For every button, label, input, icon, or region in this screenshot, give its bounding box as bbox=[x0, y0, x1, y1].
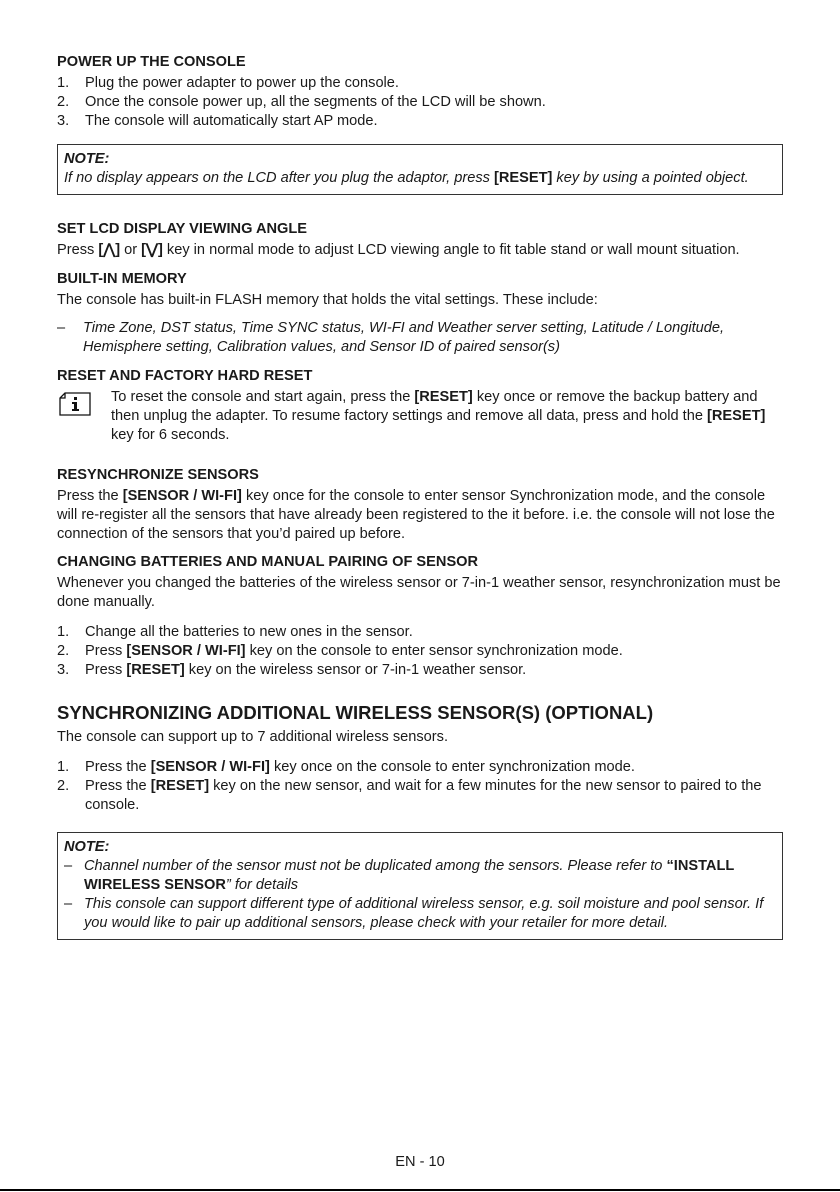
sync-additional-heading: SYNCHRONIZING ADDITIONAL WIRELESS SENSOR(S) (OPTIONAL) bbox=[57, 702, 654, 723]
memory-text: The console has built-in FLASH memory that holds the vital settings. These include: bbox=[57, 292, 598, 308]
power-up-heading: POWER UP THE CONSOLE bbox=[57, 54, 246, 70]
note-box-power bbox=[57, 144, 783, 195]
down-key: [⋁] bbox=[141, 242, 163, 258]
list-item: 3. The console will automatically start AP mode. bbox=[57, 113, 378, 129]
note-box-sensors bbox=[57, 832, 783, 940]
reset-text: To reset the console and start again, press the [RESET] key once or remove the backup battery and then unplug the adapter. To resume factory settings and remove all data, press and hold the [RESET] key for 6 seconds. bbox=[111, 389, 766, 443]
resync-heading: RESYNCHRONIZE SENSORS bbox=[57, 467, 259, 483]
note-title: NOTE: bbox=[64, 151, 110, 167]
reset-heading: RESET AND FACTORY HARD RESET bbox=[57, 368, 313, 384]
page-number: EN - 10 bbox=[395, 1154, 445, 1170]
list-item: 2. Once the console power up, all the segments of the LCD will be shown. bbox=[57, 94, 546, 110]
batteries-text: Whenever you changed the batteries of the wireless sensor or 7-in-1 weather sensor, resynchronization must be done manually. bbox=[57, 575, 781, 610]
list-item: 2. Press the [RESET] key on the new sensor, and wait for a few minutes for the new sensor to paired to the console. bbox=[57, 778, 762, 813]
reset-key: [RESET] bbox=[707, 408, 766, 424]
note-item: – Channel number of the sensor must not be duplicated among the sensors. Please refer to “INSTALL WIRELESS SENSOR” for details bbox=[64, 858, 735, 893]
list-item: 1. Change all the batteries to new ones in the sensor. bbox=[57, 624, 413, 640]
viewing-angle-text: Press [⋀] or [⋁] key in normal mode to adjust LCD viewing angle to fit table stand or wall mount situation. bbox=[57, 242, 740, 258]
reset-info bbox=[57, 388, 783, 445]
note-item: – This console can support different type of additional wireless sensor, e.g. soil moisture and pool sensor. If you would like to pair up additional sensors, please check with your retailer for more detail. bbox=[64, 896, 764, 931]
reset-key: [RESET] bbox=[493, 170, 553, 186]
sync-additional-text: The console can support up to 7 additional wireless sensors. bbox=[57, 729, 449, 745]
batteries-steps bbox=[57, 623, 783, 680]
list-item: 2. Press [SENSOR / WI-FI] key on the console to enter sensor synchronization mode. bbox=[57, 643, 623, 659]
up-key: [⋀] bbox=[98, 242, 121, 258]
info-icon bbox=[59, 392, 91, 416]
memory-heading: BUILT-IN MEMORY bbox=[57, 271, 187, 287]
manual-page bbox=[57, 53, 783, 940]
list-item: 1. Press the [SENSOR / WI-FI] key once on the console to enter synchronization mode. bbox=[57, 759, 635, 775]
resync-text: Press the [SENSOR / WI-FI] key once for the console to enter sensor Synchronization mode, and the console will re-register all the sensors that have already been registered to the it before. i.e. the console will not lose the connection of the sensors that you’d paired up before. bbox=[57, 488, 775, 542]
page-bottom-rule bbox=[0, 1189, 840, 1191]
sync-additional-steps bbox=[57, 758, 783, 815]
note-title: NOTE: bbox=[64, 839, 110, 855]
list-item: 1. Plug the power adapter to power up the console. bbox=[57, 75, 399, 91]
list-item: 3. Press [RESET] key on the wireless sensor or 7-in-1 weather sensor. bbox=[57, 662, 527, 678]
reset-key: [RESET] bbox=[414, 389, 473, 405]
batteries-heading: CHANGING BATTERIES AND MANUAL PAIRING OF SENSOR bbox=[57, 554, 479, 570]
sensor-wifi-key: [SENSOR / WI-FI] bbox=[122, 488, 242, 504]
memory-item: – Time Zone, DST status, Time SYNC status, WI-FI and Weather server setting, Latitude / Longitude, Hemisphere setting, Calibration values, and Sensor ID of paired sensor(s) bbox=[57, 320, 725, 355]
viewing-angle-heading: SET LCD DISPLAY VIEWING ANGLE bbox=[57, 221, 308, 237]
note-text: If no display appears on the LCD after you plug the adaptor, press [RESET] key by using a pointed object. bbox=[64, 170, 749, 186]
install-sensor-ref: “INSTALL WIRELESS SENSOR bbox=[84, 858, 735, 893]
power-up-steps bbox=[57, 74, 783, 131]
